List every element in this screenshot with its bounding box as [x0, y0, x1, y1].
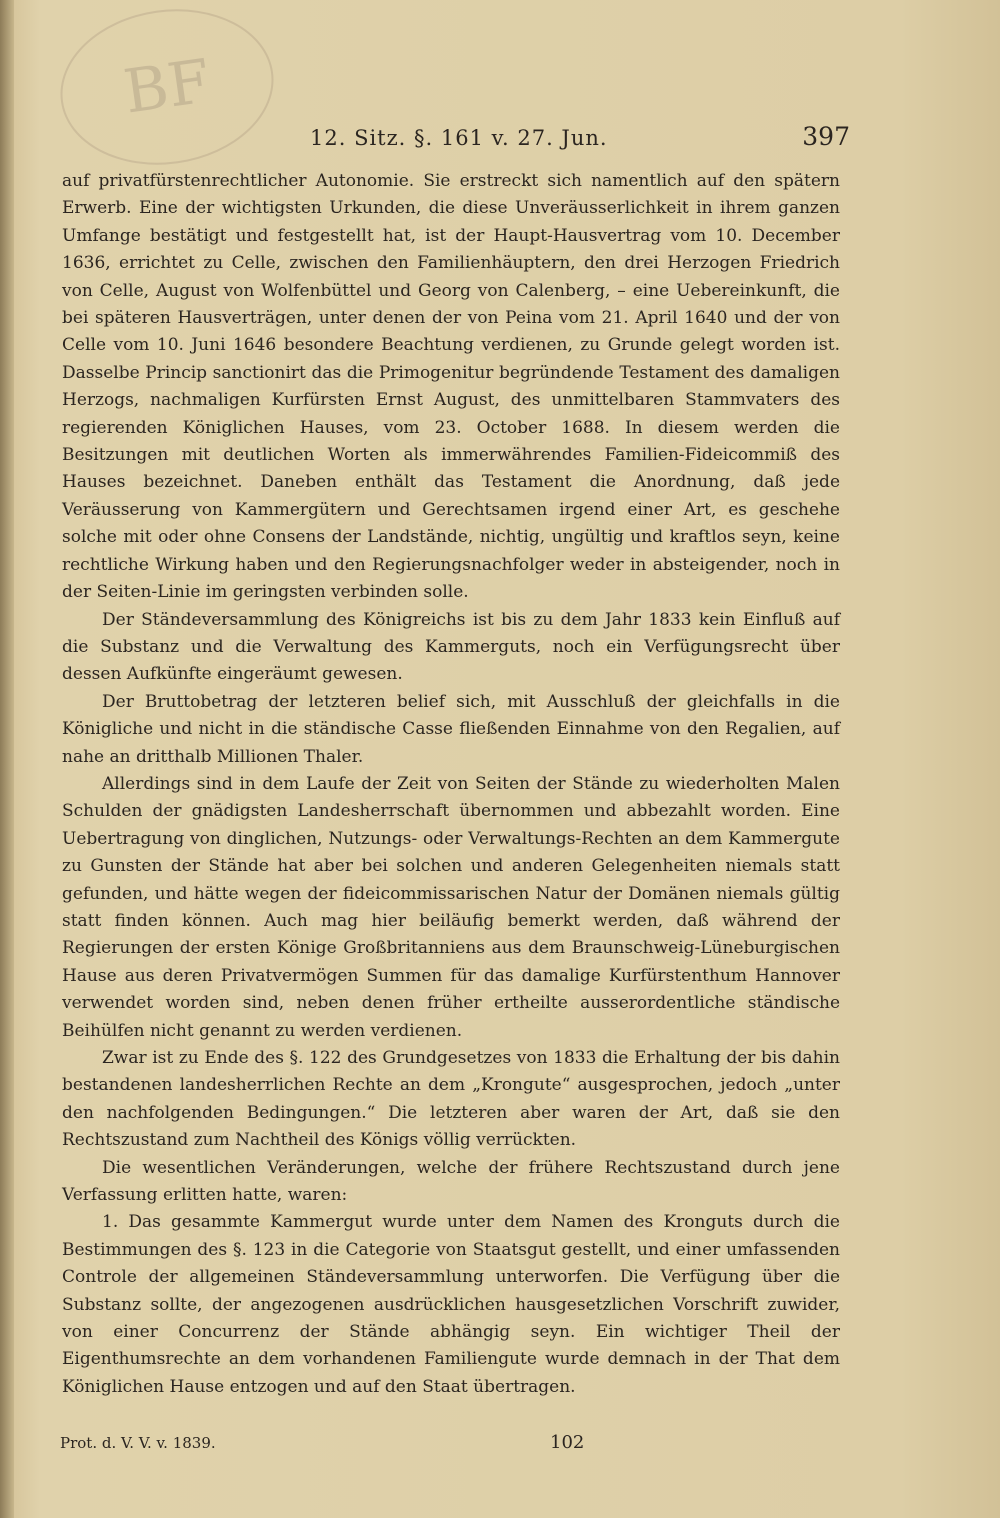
page-number: 397 [802, 122, 850, 151]
sheet-number: 102 [550, 1432, 585, 1453]
paragraph: auf privatfürstenrechtlicher Autonomie. Sie erstreckt sich namentlich auf den spätern Erwerb. Eine der wichtigsten Urkunden, die diese Unveräusserlichkeit in ihrem ganzen Umfange bestätigt und festgestellt hat, ist der Haupt-Hausvertrag vom 10. December 1636, errichtet zu Celle, zwischen den Familienhäuptern, den drei Herzogen Friedrich von Celle, August von Wolfenbüttel und Georg von Calenberg, – eine Uebereinkunft, die bei späteren Hausverträgen, unter denen der von Peina vom 21. April 1640 und der von Celle vom 10. Juni 1646 besondere Beachtung verdienen, zu Grunde gelegt worden ist. Dasselbe Princip sanctionirt das die Primogenitur begründende Testament des damaligen Herzogs, nachmaligen Kurfürsten Ernst August, des unmittelbaren Stammvaters des regierenden Königlichen Hauses, vom 23. October 1688. In diesem werden die Besitzungen mit deutlichen Worten als immerwährendes Familien-Fideicommiß des Hauses bezeichnet. Daneben enthält das Testament die Anordnung, daß jede Veräusserung von Kammergütern und Gerechtsamen irgend einer Art, es geschehe solche mit oder ohne Consens der Landstände, nichtig, ungültig und kraftlos seyn, keine rechtliche Wirkung haben und den Regierungsnachfolger weder in absteigender, noch in der Seiten-Linie im geringsten verbinden solle. [62, 171, 840, 603]
footer-signature: Prot. d. V. V. v. 1839. [60, 1434, 216, 1452]
paragraph: 1. Das gesammte Kammergut wurde unter dem Namen des Kronguts durch die Bestimmungen des §. 123 in die Categorie von Staatsgut gestellt, und einer umfassenden Controle der allgemeinen Ständeversammlung unterworfen. Die Verfügung über die Substanz sollte, der angezogenen ausdrücklichen hausgesetzlichen Vorschrift zuwider, von einer Concurrenz der Stände abhängig seyn. Ein wichtiger Theil der Eigenthumsrechte an dem vorhandenen Familiengute wurde demnach in der That dem Königlichen Hause entzogen und auf den Staat übertragen. [62, 1212, 840, 1397]
running-head: 12. Sitz. §. 161 v. 27. Jun. [310, 126, 608, 150]
paragraph: Allerdings sind in dem Laufe der Zeit von Seiten der Stände zu wiederholten Malen Schulden der gnädigsten Landesherrschaft übernommen und abbezahlt worden. Eine Uebertragung von dinglichen, Nutzungs- oder Verwaltungs-Rechten an dem Kammergute zu Gunsten der Stände hat aber bei solchen und anderen Gelegenheiten niemals statt gefunden, und hätte wegen der fideicommissarischen Natur der Domänen niemals gültig statt finden können. Auch mag hier beiläufig bemerkt werden, daß während der Regierungen der ersten Könige Großbritanniens aus dem Braunschweig-Lüneburgischen Hause aus deren Privatvermögen Summen für das damalige Kurfürstenthum Hannover verwendet worden sind, neben denen früher ertheilte ausserordentliche ständische Beihülfen nicht genannt zu werden verdienen. [62, 773, 840, 1041]
paragraph: Die wesentlichen Veränderungen, welche der frühere Rechtszustand durch jene Verfassung erlitten hatte, waren: [62, 1157, 840, 1206]
paragraph: Der Ständeversammlung des Königreichs ist bis zu dem Jahr 1833 kein Einfluß auf die Substanz und die Verwaltung des Kammerguts, noch ein Verfügungsrecht über dessen Aufkünfte eingeräumt gewesen. [62, 609, 840, 685]
library-stamp: BF [50, 0, 283, 178]
page-binding-shadow [0, 0, 14, 1518]
page-header [60, 122, 850, 152]
paragraph: Der Bruttobetrag der letzteren belief sich, mit Ausschluß der gleichfalls in die Königliche und nicht in die ständische Casse fließenden Einnahme von den Regalien, auf nahe an dritthalb Millionen Thaler. [62, 691, 840, 767]
paragraph: Zwar ist zu Ende des §. 122 des Grundgesetzes von 1833 die Erhaltung der bis dahin bestandenen landesherrlichen Rechte an dem „Krongute“ ausgesprochen, jedoch „unter den nachfolgenden Bedingungen.“ Die letzteren aber waren der Art, daß sie den Rechtszustand zum Nachtheil des Königs völlig verrückten. [62, 1048, 840, 1151]
body-text [62, 168, 840, 1401]
page-footer [60, 1434, 850, 1458]
